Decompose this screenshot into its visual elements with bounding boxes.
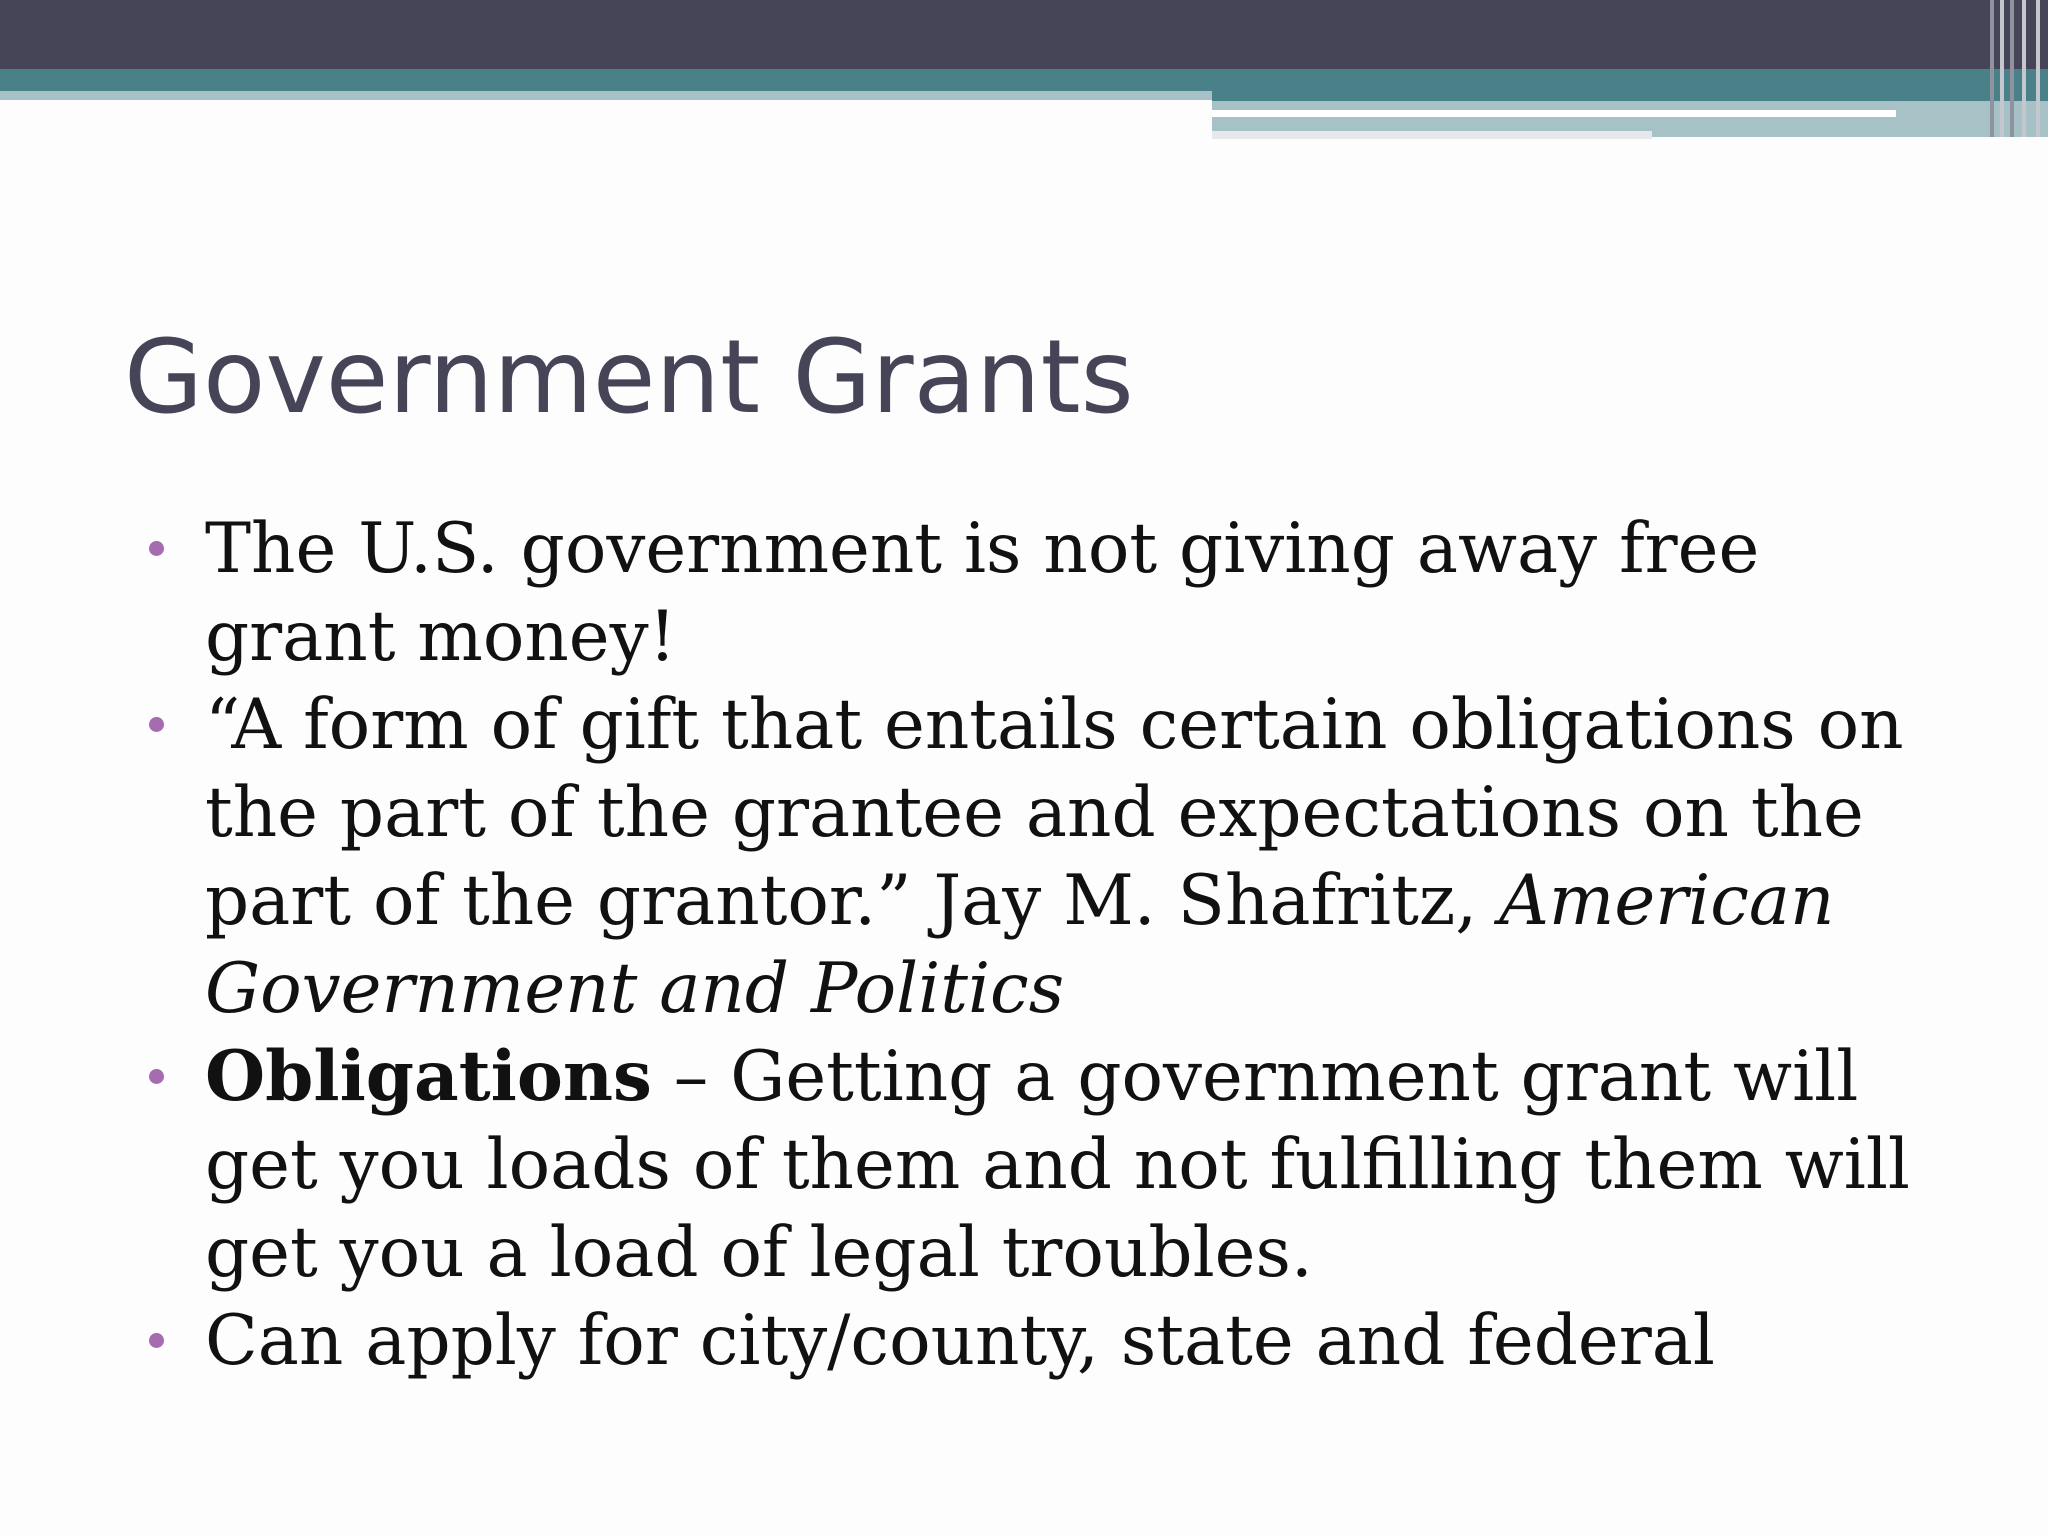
bullet-book-title: American Government and Politics — [205, 861, 1835, 1029]
bullet-quote-author: Jay M. Shafritz, — [911, 861, 1500, 941]
bullet-item — [145, 681, 1945, 1033]
header-stripe — [2010, 0, 2014, 137]
bullet-dot-icon — [149, 717, 164, 732]
header-band-dark — [0, 0, 2048, 69]
bullet-term: Obligations — [205, 1036, 652, 1117]
bullet-item — [145, 1297, 1945, 1385]
header-band-light — [0, 91, 1212, 100]
bullet-dot-icon — [149, 541, 164, 556]
bullet-list — [145, 505, 1945, 1385]
bullet-quote: “A form of gift that entails certain obligations on the part of the grantee and expectations on the part of the grantor.” — [205, 685, 1904, 941]
bullet-text: Can apply for city/county, state and federal — [205, 1301, 1715, 1381]
bullet-dot-icon — [149, 1069, 164, 1084]
header-band-right-shadow — [1212, 131, 1652, 139]
bullet-item — [145, 1033, 1945, 1297]
header-stripe — [2036, 0, 2040, 137]
header-band-teal — [0, 69, 2048, 91]
bullet-item — [145, 505, 1945, 681]
bullet-text: The U.S. government is not giving away free grant money! — [205, 509, 1760, 677]
header-stripe — [2000, 0, 2004, 137]
bullet-definition: – Getting a government grant will get you loads of them and not fulfilling them will get you a load of legal troubles. — [205, 1037, 1910, 1293]
header-stripe — [2022, 0, 2026, 137]
bullet-dot-icon — [149, 1333, 164, 1348]
header-band-right-highlight — [1212, 110, 1896, 117]
header-stripe — [1990, 0, 1994, 137]
header-band-teal-right — [1212, 91, 2048, 101]
slide-title: Government Grants — [124, 318, 1134, 437]
